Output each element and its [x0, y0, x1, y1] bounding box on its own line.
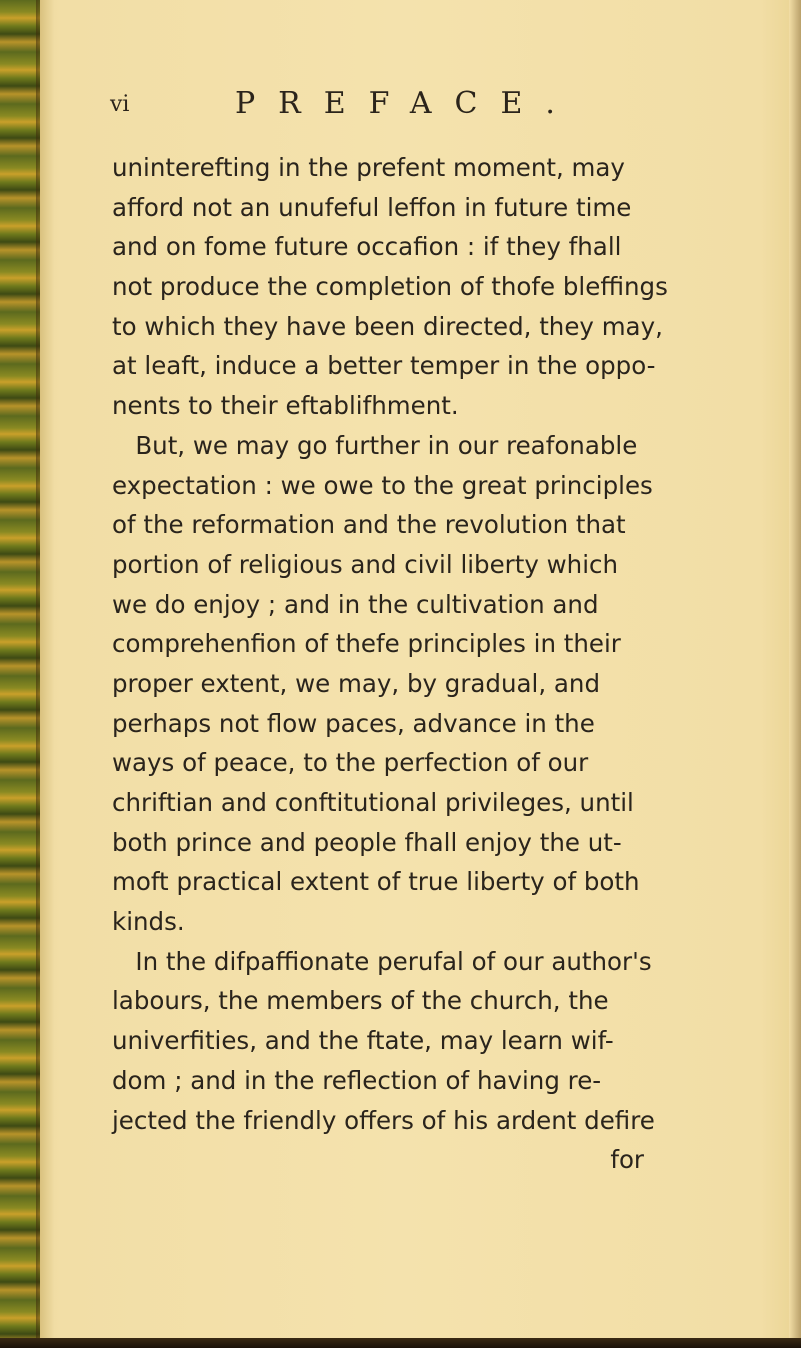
text-line: chriftian and conftitutional privileges, until [112, 788, 634, 817]
page-header [110, 80, 710, 130]
text-line: perhaps not flow paces, advance in the [112, 708, 595, 738]
text-line: kinds. [112, 907, 185, 937]
page-gutter [40, 0, 54, 1348]
text-line: both prince and people fhall enjoy the ut- [112, 827, 622, 857]
text-line: ways of peace, to the perfection of our [112, 748, 589, 778]
catchword: for [610, 1145, 644, 1175]
page-edge [789, 0, 801, 1348]
text-line: to which they have been directed, they may, [112, 311, 663, 341]
text-line: and on fome future occafion : if they fhall [112, 232, 622, 262]
text-line: In the difpaffionate perufal of our author's [112, 946, 652, 976]
text-line: univerfities, and the ftate, may learn wif- [112, 1026, 614, 1056]
book-binding [0, 0, 40, 1348]
text-line: portion of religious and civil liberty which [112, 549, 619, 579]
text-line: of the reformation and the revolution that [112, 510, 626, 540]
text-line: not produce the completion of thofe bleffings [112, 272, 668, 302]
text-line: expectation : we owe to the great principles [112, 470, 653, 500]
text-line: we do enjoy ; and in the cultivation and [112, 589, 599, 619]
text-line: labours, the members of the church, the [112, 986, 609, 1016]
page-bottom-shadow [0, 1338, 801, 1348]
text-line: But, we may go further in our reafonable [112, 430, 638, 460]
running-title: PREFACE. [235, 86, 578, 121]
text-line: at leaft, induce a better temper in the oppo- [112, 351, 656, 381]
text-line: jected the friendly offers of his ardent defire [112, 1105, 655, 1135]
page-number: vi [110, 92, 130, 117]
text-line: moft practical extent of true liberty of both [112, 867, 640, 897]
text-line: uninterefting in the prefent moment, may [112, 153, 625, 182]
text-line: nents to their eftablifhment. [112, 391, 459, 421]
body-text [112, 148, 752, 1180]
text-line: proper extent, we may, by gradual, and [112, 668, 600, 698]
text-line: afford not an unufeful leffon in future time [112, 192, 632, 222]
text-line: dom ; and in the reflection of having re- [112, 1065, 602, 1095]
text-line: comprehenfion of thefe principles in their [112, 629, 621, 659]
